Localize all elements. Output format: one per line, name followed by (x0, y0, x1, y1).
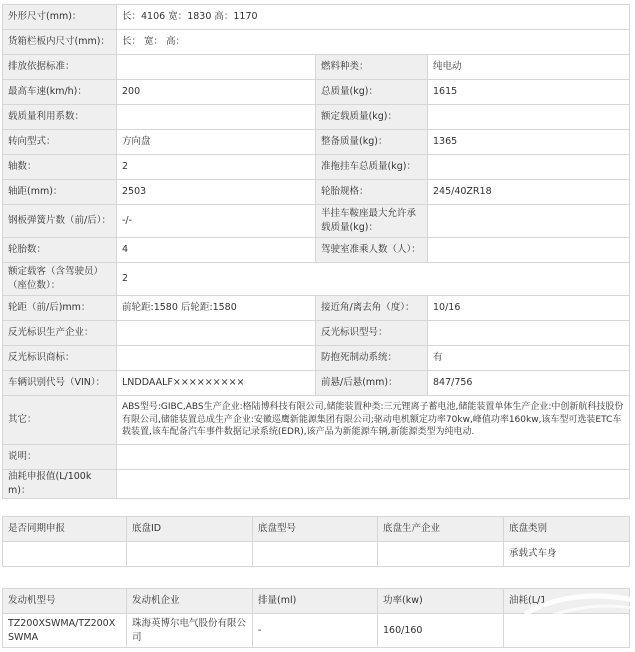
leaf-spring-value: -/- (117, 205, 316, 238)
curb-mass-label: 整备质量(kg)： (316, 130, 428, 155)
chassis-header-concurrent: 是否同期申报 (3, 517, 127, 542)
spec-row-brand-abs (3, 346, 630, 371)
leaf-spring-label: 钢板弹簧片数（前/后）： (3, 205, 117, 238)
trailer-mass-label: 准拖挂车总质量(kg)： (316, 155, 428, 180)
fuel-consumption-label: 油耗申报值(L/100km)： (3, 470, 117, 499)
passengers-value: 2 (117, 263, 630, 296)
reflect-mfr-value (117, 321, 316, 346)
spec-row-fuel-consumption (3, 470, 630, 499)
other-label: 其它： (3, 396, 117, 445)
axles-label: 轴数： (3, 155, 117, 180)
trailer-mass-value (428, 155, 630, 180)
cargo-label: 货箱栏板内尺寸(mm)： (3, 30, 117, 55)
load-util-label: 载质量利用系数： (3, 105, 117, 130)
chassis-header-category: 底盘类别 (504, 517, 630, 542)
track-value: 前轮距:1580 后轮距:1580 (117, 296, 316, 321)
chassis-header-manufacturer: 底盘生产企业 (378, 517, 504, 542)
spec-row-wheelbase (3, 180, 630, 205)
engine-power: 160/160 (378, 614, 504, 648)
chassis-concurrent (3, 542, 127, 567)
cargo-value: 长： 宽： 高： (117, 30, 630, 55)
engine-header-power: 功率(kw) (378, 589, 504, 614)
tires-count-label: 轮胎数： (3, 238, 117, 263)
engine-displacement: - (253, 614, 378, 648)
abs-label: 防抱死制动系统： (316, 346, 428, 371)
other-value: ABS型号:GIBC,ABS生产企业:格陆博科技有限公司,储能装置种类:三元锂离子蓄电池,储能装置单体生产企业:中创新航科技股份有限公司,储能装置总成生产企业:安徽巡鹰新能源集团有限公司;驱动电机额定功率70kw,峰值功率160kw,该车型可选装ETC车载装置,该车配备汽车事件数据记录系统(EDR),该产品为新能源车辆,新能源类型为纯电动. (117, 396, 630, 445)
engine-data-row (3, 614, 630, 648)
spec-row-track (3, 296, 630, 321)
reflect-mfr-label: 反光标识生产企业： (3, 321, 117, 346)
chassis-model (253, 542, 378, 567)
dims-label: 外形尺寸(mm)： (3, 5, 117, 30)
track-label: 轮距（前/后)mm： (3, 296, 117, 321)
fuel-consumption-value (117, 470, 630, 499)
spec-table (2, 4, 630, 499)
spec-row-passengers (3, 263, 630, 296)
engine-header-model: 发动机型号 (3, 589, 127, 614)
spec-row-steering (3, 130, 630, 155)
vin-label: 车辆识别代号（VIN）： (3, 371, 117, 396)
note-label: 说明： (3, 445, 117, 470)
dims-value: 长：4106 宽：1830 高：1170 (117, 5, 630, 30)
chassis-header-id: 底盘ID (127, 517, 253, 542)
fuel-type-value: 纯电动 (428, 55, 630, 80)
tire-spec-value: 245/40ZR18 (428, 180, 630, 205)
saddle-load-value (428, 205, 630, 238)
tire-spec-label: 轮胎规格： (316, 180, 428, 205)
reflect-brand-label: 反光标识商标： (3, 346, 117, 371)
chassis-category: 承载式车身 (504, 542, 630, 567)
spec-row-leaf (3, 205, 630, 238)
cab-capacity-label: 驾驶室准乘人数（人）： (316, 238, 428, 263)
curb-mass-value: 1365 (428, 130, 630, 155)
spec-row-vin (3, 371, 630, 396)
engine-company: 珠海英博尔电气股份有限公司 (127, 614, 253, 648)
reflect-model-label: 反光标识型号： (316, 321, 428, 346)
rated-load-value (428, 105, 630, 130)
approach-angle-label: 接近角/离去角（度）： (316, 296, 428, 321)
spec-row-note (3, 445, 630, 470)
reflect-model-value (428, 321, 630, 346)
rated-load-label: 额定载质量(kg)： (316, 105, 428, 130)
wheelbase-label: 轴距(mm)： (3, 180, 117, 205)
emission-label: 排放依据标准： (3, 55, 117, 80)
fuel-type-label: 燃料种类： (316, 55, 428, 80)
vin-value: LNDDAALF××××××××× (117, 371, 316, 396)
engine-model: TZ200XSWMA/TZ200XSWMA (3, 614, 127, 648)
steering-label: 转向型式： (3, 130, 117, 155)
overhang-label: 前悬/后悬(mm)： (316, 371, 428, 396)
tires-count-value: 4 (117, 238, 316, 263)
spec-row-tires (3, 238, 630, 263)
spec-row-reflect (3, 321, 630, 346)
note-value (117, 445, 630, 470)
chassis-data-row (3, 542, 630, 567)
total-mass-value: 1615 (428, 80, 630, 105)
approach-angle-value: 10/16 (428, 296, 630, 321)
cab-capacity-value (428, 238, 630, 263)
chassis-manufacturer (378, 542, 504, 567)
wheelbase-value: 2503 (117, 180, 316, 205)
chassis-table (2, 516, 630, 567)
load-util-value (117, 105, 316, 130)
steering-value: 方向盘 (117, 130, 316, 155)
passengers-label: 额定载客（含驾驶员）（座位数）： (3, 263, 117, 296)
speed-value: 200 (117, 80, 316, 105)
engine-header-row (3, 589, 630, 614)
engine-header-displacement: 排量(ml) (253, 589, 378, 614)
abs-value: 有 (428, 346, 630, 371)
engine-header-company: 发动机企业 (127, 589, 253, 614)
engine-fuel-consumption (504, 614, 630, 648)
spec-row-other (3, 396, 630, 445)
reflect-brand-value (117, 346, 316, 371)
spec-row-emission (3, 55, 630, 80)
speed-label: 最高车速(km/h)： (3, 80, 117, 105)
emission-value (117, 55, 316, 80)
spec-row-load (3, 105, 630, 130)
spec-row-axles (3, 155, 630, 180)
spec-row-speed (3, 80, 630, 105)
axles-value: 2 (117, 155, 316, 180)
chassis-header-row (3, 517, 630, 542)
spec-row-cargo (3, 30, 630, 55)
spec-row-dims (3, 5, 630, 30)
chassis-id (127, 542, 253, 567)
overhang-value: 847/756 (428, 371, 630, 396)
saddle-load-label: 半挂车鞍座最大允许承载质量(kg)： (316, 205, 428, 238)
total-mass-label: 总质量(kg)： (316, 80, 428, 105)
engine-header-fuel-consumption: 油耗(L/1 (504, 589, 630, 614)
engine-table (2, 588, 630, 648)
chassis-header-model: 底盘型号 (253, 517, 378, 542)
